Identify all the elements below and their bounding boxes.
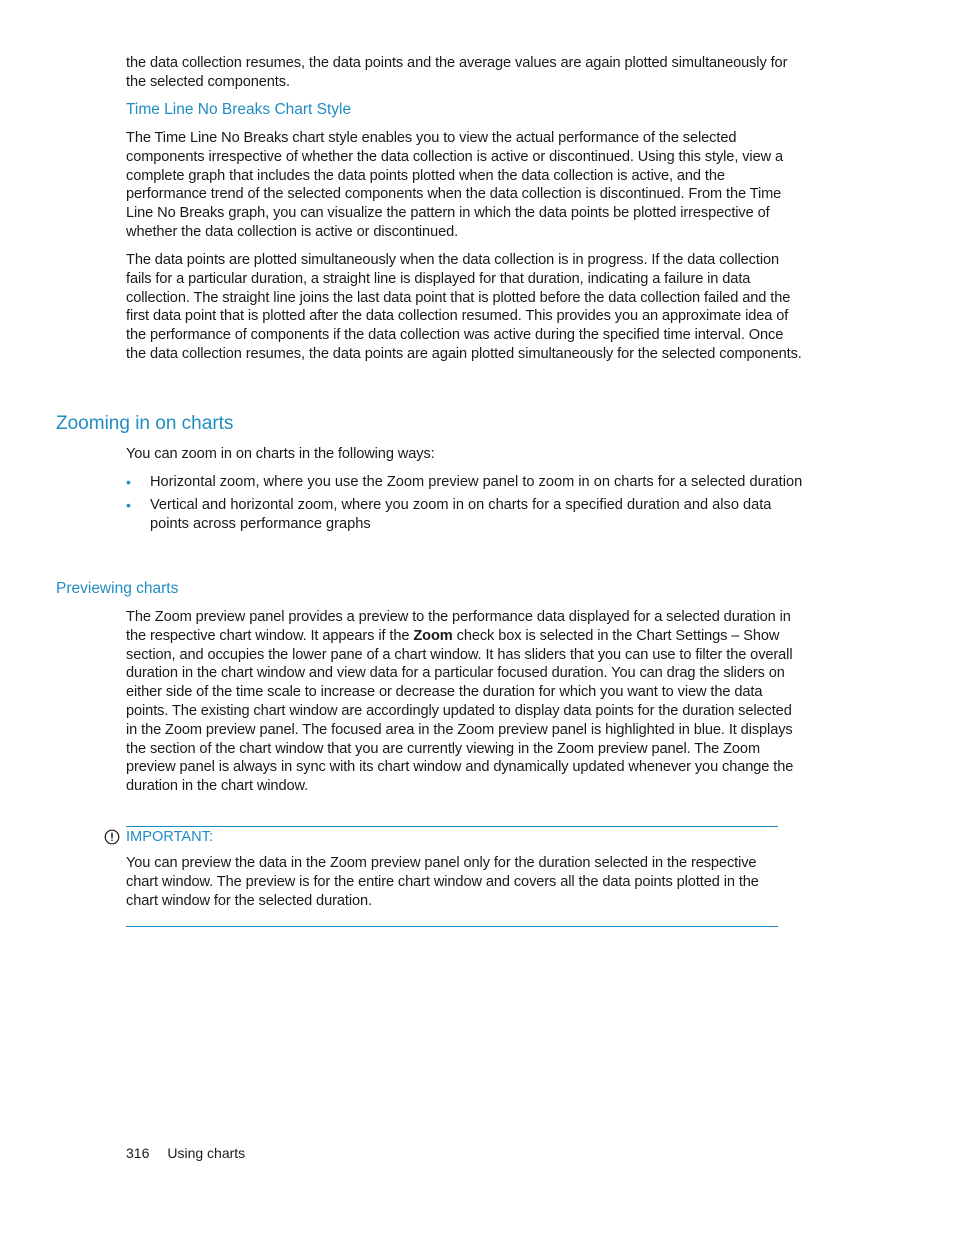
zoom-intro: You can zoom in on charts in the following ways: (126, 446, 435, 462)
intro-paragraph: the data collection resumes, the data points and the average values are again plotted simultaneously for the selected components. (126, 55, 788, 90)
list-item-text: Horizontal zoom, where you use the Zoom preview panel to zoom in on charts for a selected duration (150, 474, 803, 490)
preview-paragraph (126, 608, 802, 796)
page-footer (126, 1145, 245, 1161)
bullet-icon: • (126, 496, 131, 513)
important-top-rule (126, 826, 778, 827)
important-label: IMPORTANT: (126, 829, 214, 845)
preview-text-start: The Zoom preview panel provides a preview to the performance data displayed for a selected duration in the respective chart window. It appears if the (126, 609, 791, 644)
page-number: 316 (126, 1145, 150, 1161)
zoom-bullet-list (126, 473, 806, 537)
bullet-icon: • (126, 474, 131, 490)
exclamation-circle-icon (104, 829, 120, 845)
preview-text-bold: Zoom (413, 627, 453, 644)
important-bottom-rule (126, 926, 778, 927)
preview-text-end: check box is selected in the Chart Settings – Show section, and occupies the lower pane of a chart window. It has sliders that you can use to filter the overall duration in the chart window and view data for a particular focused duration. You can drag the sliders on either side of the time scale to increase or decrease the duration for which you want to view the data points. The existing chart window are accordingly updated to display data points for the duration selected in the Zoom preview panel. The focused area in the Zoom preview panel is highlighted in blue. It displays the section of the chart window that you are currently viewing in the Zoom preview panel. The Zoom preview panel is always in sync with its chart window and dynamically updated whenever you change the duration in the chart window. (126, 627, 794, 795)
no-breaks-paragraph-1: The Time Line No Breaks chart style enables you to view the actual performance of the selected components irrespective of whether the data collection is active or discontinued. Using this style, view a complete graph that includes the data points plotted when the data collection is active, and the performance trend of the selected components when the data collection is discontinued. From the Time Line No Breaks graph, you can visualize the pattern in which the data points be plotted irrespective of whether the data collection is active or discontinued. (126, 130, 783, 240)
preview-heading: Previewing charts (56, 580, 179, 597)
list-item (126, 473, 806, 492)
zoom-heading: Zooming in on charts (56, 413, 234, 434)
no-breaks-paragraph-2: The data points are plotted simultaneously when the data collection is in progress. If the data collection fails for a particular duration, a straight line is displayed for that duration, indicating a failure in data collection. The straight line joins the last data point that is plotted before the data collection failed and the first data point that is plotted after the data collection resumed. This provides you an approximate idea of the performance of components if the data collection was active during the specified time interval. Once the data collection resumes, the data points are again plotted simultaneously for the selected components. (126, 252, 802, 362)
footer-section-title: Using charts (167, 1145, 246, 1161)
list-item (126, 496, 806, 534)
subsection-title: Time Line No Breaks Chart Style (126, 101, 352, 118)
list-item-text: Vertical and horizontal zoom, where you zoom in on charts for a specified duration and also data points across performance graphs (150, 496, 772, 532)
important-text: You can preview the data in the Zoom preview panel only for the duration selected in the respective chart window. The preview is for the entire chart window and covers all the data points plotted in the chart window for the selected duration. (126, 855, 759, 909)
